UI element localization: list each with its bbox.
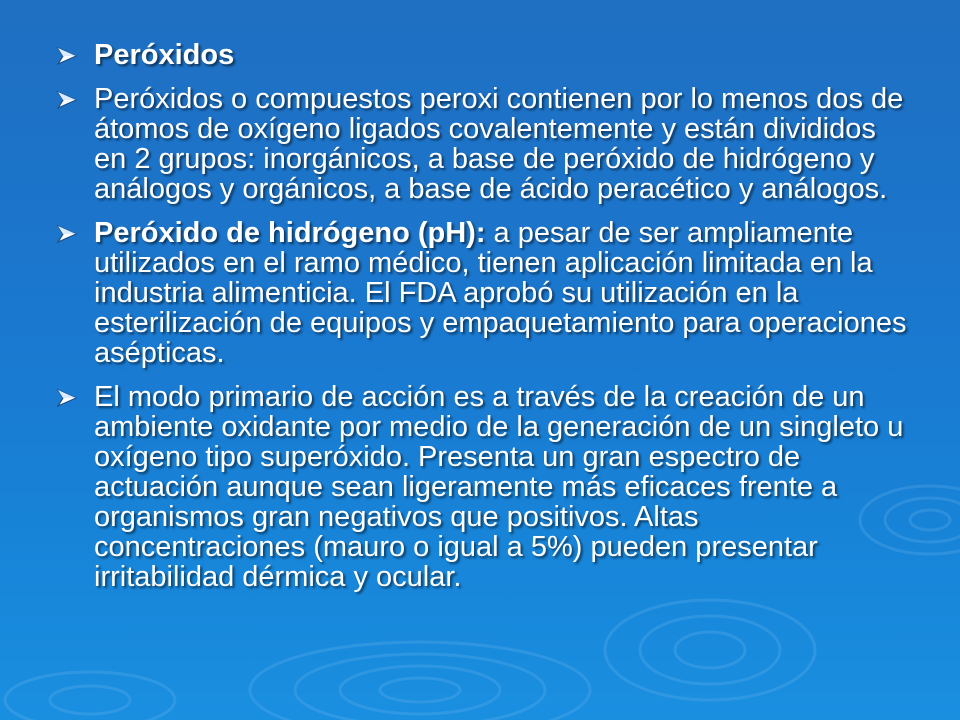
bullet-text: El modo primario de acción es a través de la creación de un ambiente oxidante por medio de la generación de un singleto u oxígeno tipo superóxido. Presenta un gran espectro de actuación aunque sean ligeramente más eficaces frente a organismos gran negativos que positivos. Altas concentraciones (mauro o igual a 5%) pueden presentar irritabilidad dérmica y ocular. (94, 381, 904, 593)
bullet-bold-text: Peróxidos (94, 39, 235, 71)
arrow-bullet-icon (56, 388, 78, 408)
bullet-bold-text: Peróxido de hidrógeno (pH): (94, 217, 486, 249)
slide-content (56, 40, 916, 606)
arrow-bullet-icon (56, 46, 78, 66)
bullet-text: Peróxidos o compuestos peroxi contienen por lo menos dos de átomos de oxígeno ligados covalentemente y están divididos en 2 grupos: inorgánicos, a base de peróxido de hidrógeno y análogos y orgánicos, a base de ácido peracético y análogos. (94, 83, 904, 205)
bullet-item (56, 84, 916, 204)
bullet-text: a pesar de ser ampliamente utilizados en el ramo médico, tienen aplicación limitada en la industria alimenticia. El FDA aprobó su utilización en la esterilización de equipos y empaquetamiento para operaciones asépticas. (94, 217, 907, 369)
bullet-item (56, 382, 916, 592)
bullet-item (56, 218, 916, 368)
arrow-bullet-icon (56, 90, 78, 110)
bullet-item (56, 40, 916, 70)
arrow-bullet-icon (56, 224, 78, 244)
